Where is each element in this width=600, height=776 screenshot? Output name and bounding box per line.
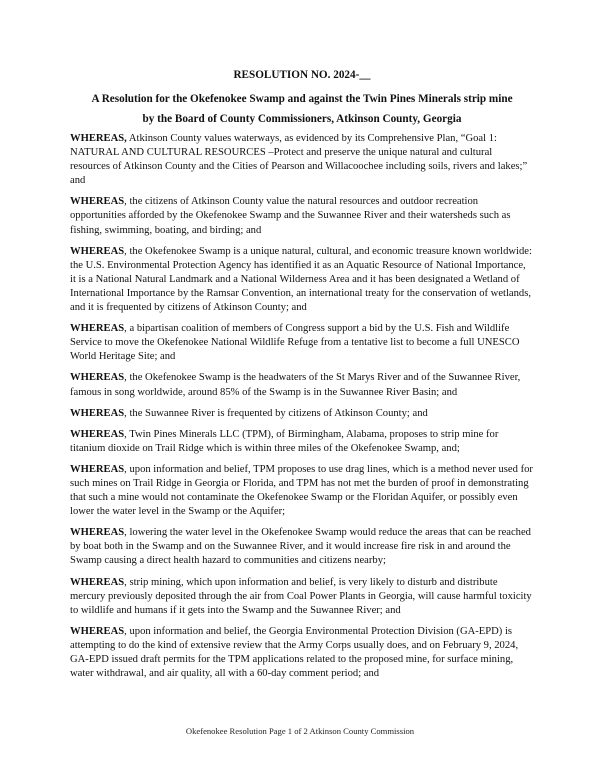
whereas-paragraph	[70, 195, 534, 237]
paragraph-text: Atkinson County values waterways, as evidenced by its Comprehensive Plan, “Goal 1: NATURAL AND CULTURAL RESOURCES –Protect and preserve the unique natural and cultural resources of Atkinson County and the Cities of Pearson and Willacoochee including soils, rivers and lakes;” and	[70, 133, 528, 187]
whereas-paragraph	[70, 322, 534, 364]
whereas-keyword: WHEREAS	[70, 196, 125, 208]
paragraph-text: , lowering the water level in the Okefenokee Swamp would reduce the areas that can be reached by boat both in the Swamp and on the Suwannee River, and it would increase fire risk in and around the Swamp causing a direct health hazard to communities and citizens nearby;	[70, 527, 531, 567]
whereas-keyword: WHEREAS	[70, 463, 125, 475]
whereas-paragraph	[70, 625, 534, 681]
document-body	[70, 67, 534, 688]
whereas-keyword: WHEREAS	[70, 625, 125, 637]
paragraph-text: , the Suwannee River is frequented by citizens of Atkinson County; and	[124, 407, 428, 419]
paragraph-text: , upon information and belief, TPM proposes to use drag lines, which is a method never used for such mines on Trail Ridge in Georgia or Florida, and TPM has not met the burden of proof in demonstrating that such a mine would not contaminate the Okefenokee Swamp or the Floridan Aquifer, or possibly even lower the water level in the Swamp or the Aquifer;	[70, 463, 533, 518]
paragraph-text: , the Okefenokee Swamp is the headwaters of the St Marys River and of the Suwannee River, famous in song worldwide, around 85% of the Swamp is in the Suwannee River Basin; and	[70, 372, 521, 398]
paragraph-text: , Twin Pines Minerals LLC (TPM), of Birmingham, Alabama, proposes to strip mine for titanium dioxide on Trail Ridge which is within three miles of the Okefenokee Swamp, and;	[70, 428, 499, 454]
whereas-paragraph	[70, 428, 534, 456]
whereas-keyword: WHEREAS	[70, 372, 125, 384]
paragraph-text: , the Okefenokee Swamp is a unique natural, cultural, and economic treasure known worldwide: the U.S. Environmental Protection Agency has identified it as an Aquatic Resource of National Importance, it is a National Natural Landmark and a National Wilderness Area and it has been designated a Wetland of International Importance by the Ramsar Convention, an international treaty for the conservation of wetlands, and it is frequented by citizens of Atkinson County; and	[70, 245, 532, 314]
paragraph-text: , the citizens of Atkinson County value the natural resources and outdoor recreation opportunities afforded by the Okefenokee Swamp and the Suwannee River and their watersheds such as fishing, swimming, boating, and birding; and	[70, 196, 511, 236]
whereas-paragraph	[70, 463, 534, 519]
resolution-subtitle	[70, 91, 534, 127]
whereas-keyword: WHEREAS	[70, 576, 125, 588]
subtitle-line-1: A Resolution for the Okefenokee Swamp and against the Twin Pines Minerals strip mine	[91, 93, 513, 105]
whereas-keyword: WHEREAS	[70, 323, 125, 335]
whereas-paragraph	[70, 132, 534, 188]
whereas-paragraph	[70, 407, 534, 421]
whereas-keyword: WHEREAS	[70, 407, 125, 419]
whereas-keyword: WHEREAS	[70, 527, 125, 539]
whereas-keyword: WHEREAS,	[70, 133, 127, 144]
whereas-keyword: WHEREAS	[70, 245, 125, 257]
whereas-paragraph	[70, 245, 534, 315]
paragraph-text: , strip mining, which upon information and belief, is very likely to disturb and distribute mercury previously deposited through the air from Coal Power Plants in Georgia, will cause harmful toxicity to wildlife and humans if it gets into the Swamp and the Suwannee River; and	[70, 576, 532, 616]
whereas-paragraph	[70, 371, 534, 399]
paragraph-text: , upon information and belief, the Georgia Environmental Protection Division (GA-EPD) is attempting to do the kind of extensive review that the Army Corps usually does, and on February 9, 2024, GA-EPD issued draft permits for the TPM applications related to the proposed mine, for surface mining, water withdrawal, and air quality, all with a 60-day comment period; and	[70, 625, 519, 680]
whereas-paragraph	[70, 526, 534, 568]
whereas-paragraph	[70, 576, 534, 618]
whereas-keyword: WHEREAS	[70, 428, 125, 440]
resolution-title: RESOLUTION NO. 2024-__	[233, 69, 371, 81]
page-footer: Okefenokee Resolution Page 1 of 2 Atkinson County Commission	[185, 726, 415, 736]
subtitle-line-2: by the Board of County Commissioners, Atkinson County, Georgia	[142, 113, 462, 125]
paragraph-text: , a bipartisan coalition of members of Congress support a bid by the U.S. Fish and Wildlife Service to move the Okefenokee National Wildlife Refuge from a tentative list to become a full UNESCO World Heritage Site; and	[70, 323, 520, 363]
